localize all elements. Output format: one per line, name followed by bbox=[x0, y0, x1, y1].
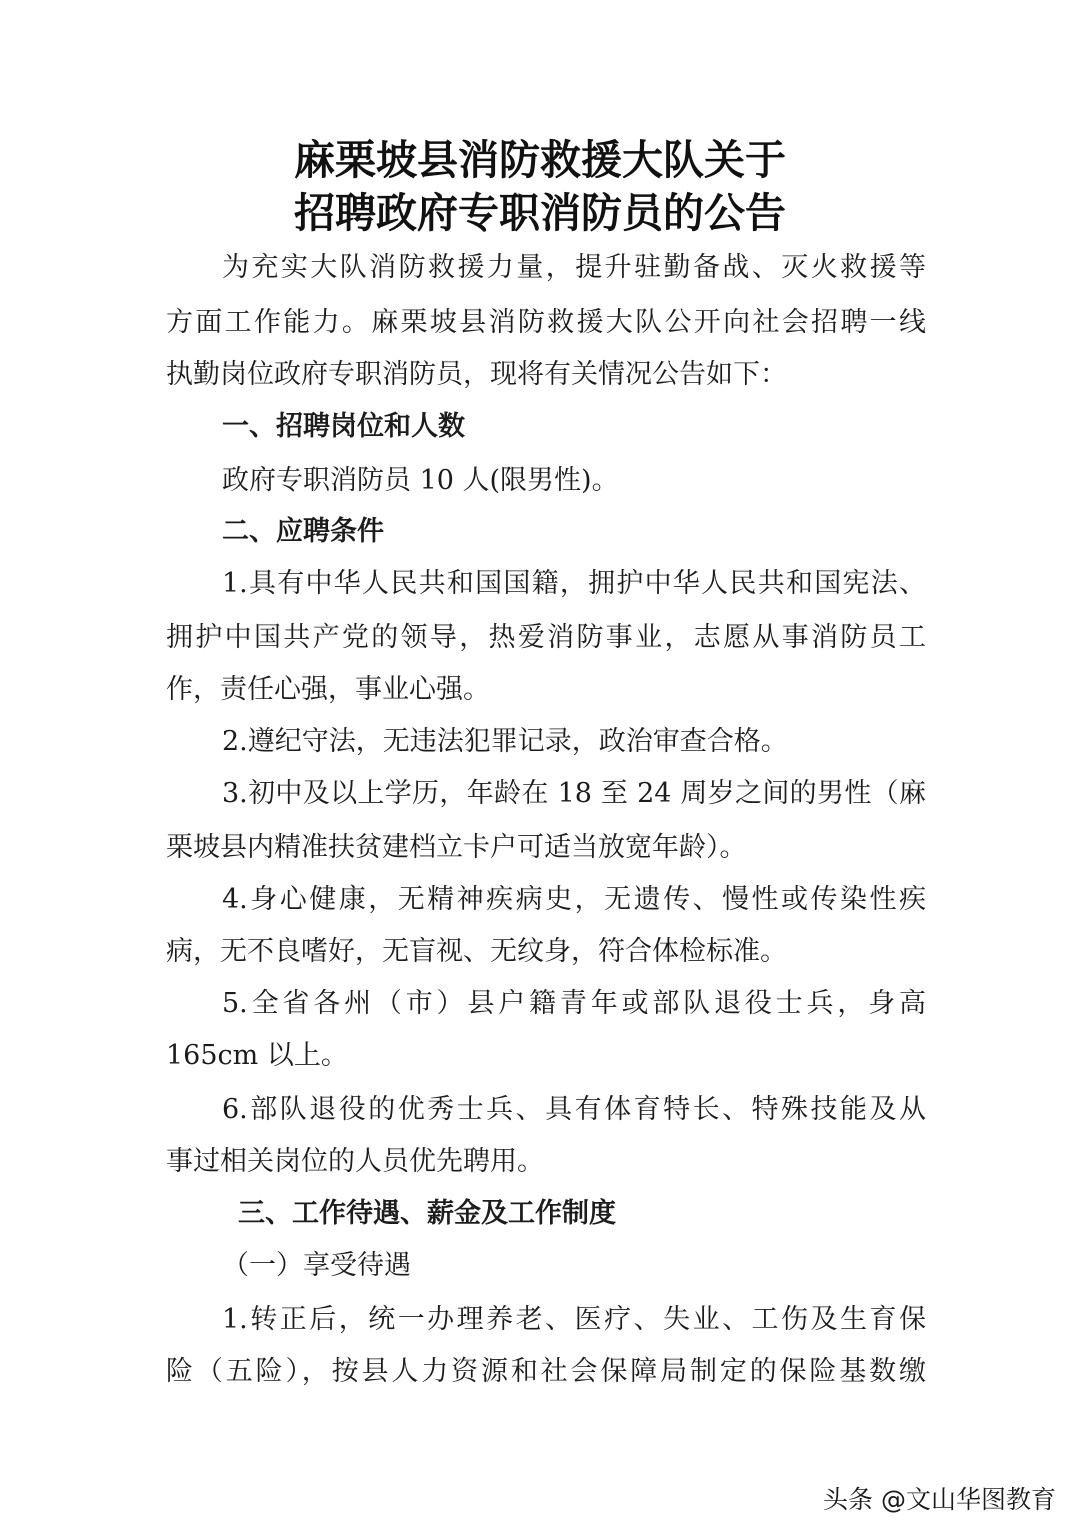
document-title-line-2: 招聘政府专职消防员的公告 bbox=[294, 189, 786, 237]
intro-line-3: 执勤岗位政府专职消防员，现将有关情况公告如下： bbox=[166, 359, 787, 390]
source-watermark: 头条 @文山华图教育 bbox=[823, 1485, 1056, 1514]
intro-line-1: 为充实大队消防救援力量，提升驻勤备战、灭火救援等 bbox=[222, 252, 926, 283]
condition-5-line-1: 5.全省各州（市）县户籍青年或部队退役士兵，身高 bbox=[222, 988, 926, 1019]
section-3-heading: 三、工作待遇、薪金及工作制度 bbox=[238, 1198, 616, 1229]
condition-6-line-2: 事过相关岗位的人员优先聘用。 bbox=[166, 1146, 544, 1177]
condition-4-line-1: 4.身心健康，无精神疾病史，无遗传、慢性或传染性疾 bbox=[222, 884, 926, 915]
section-1-heading: 一、招聘岗位和人数 bbox=[222, 411, 465, 442]
condition-1-line-3: 作，责任心强，事业心强。 bbox=[166, 674, 490, 705]
benefit-1-line-1: 1.转正后，统一办理养老、医疗、失业、工伤及生育保 bbox=[222, 1304, 926, 1335]
document-title-line-1: 麻栗坡县消防救援大队关于 bbox=[294, 136, 786, 184]
condition-3-line-2: 栗坡县内精准扶贫建档立卡户可适当放宽年龄）。 bbox=[166, 832, 747, 863]
condition-1-line-2: 拥护中国共产党的领导，热爱消防事业，志愿从事消防员工 bbox=[166, 622, 926, 653]
benefit-1-line-2: 险（五险），按县人力资源和社会保障局制定的保险基数缴 bbox=[166, 1356, 926, 1387]
condition-1-line-1: 1.具有中华人民共和国国籍，拥护中华人民共和国宪法、 bbox=[222, 568, 926, 599]
section-2-heading: 二、应聘条件 bbox=[222, 516, 384, 547]
condition-6-line-1: 6.部队退役的优秀士兵、具有体育特长、特殊技能及从 bbox=[222, 1094, 926, 1125]
condition-4-line-2: 病，无不良嗜好，无盲视、无纹身，符合体检标准。 bbox=[166, 936, 787, 967]
condition-3-line-1: 3.初中及以上学历，年龄在 18 至 24 周岁之间的男性（麻 bbox=[222, 778, 926, 809]
section-3-subheading: （一）享受待遇 bbox=[222, 1250, 411, 1281]
intro-line-2: 方面工作能力。麻栗坡县消防救援大队公开向社会招聘一线 bbox=[166, 307, 926, 338]
section-1-text: 政府专职消防员 10 人(限男性)。 bbox=[222, 465, 619, 496]
condition-5-line-2: 165cm 以上。 bbox=[166, 1040, 348, 1071]
condition-2: 2.遵纪守法，无违法犯罪记录，政治审查合格。 bbox=[222, 726, 788, 757]
